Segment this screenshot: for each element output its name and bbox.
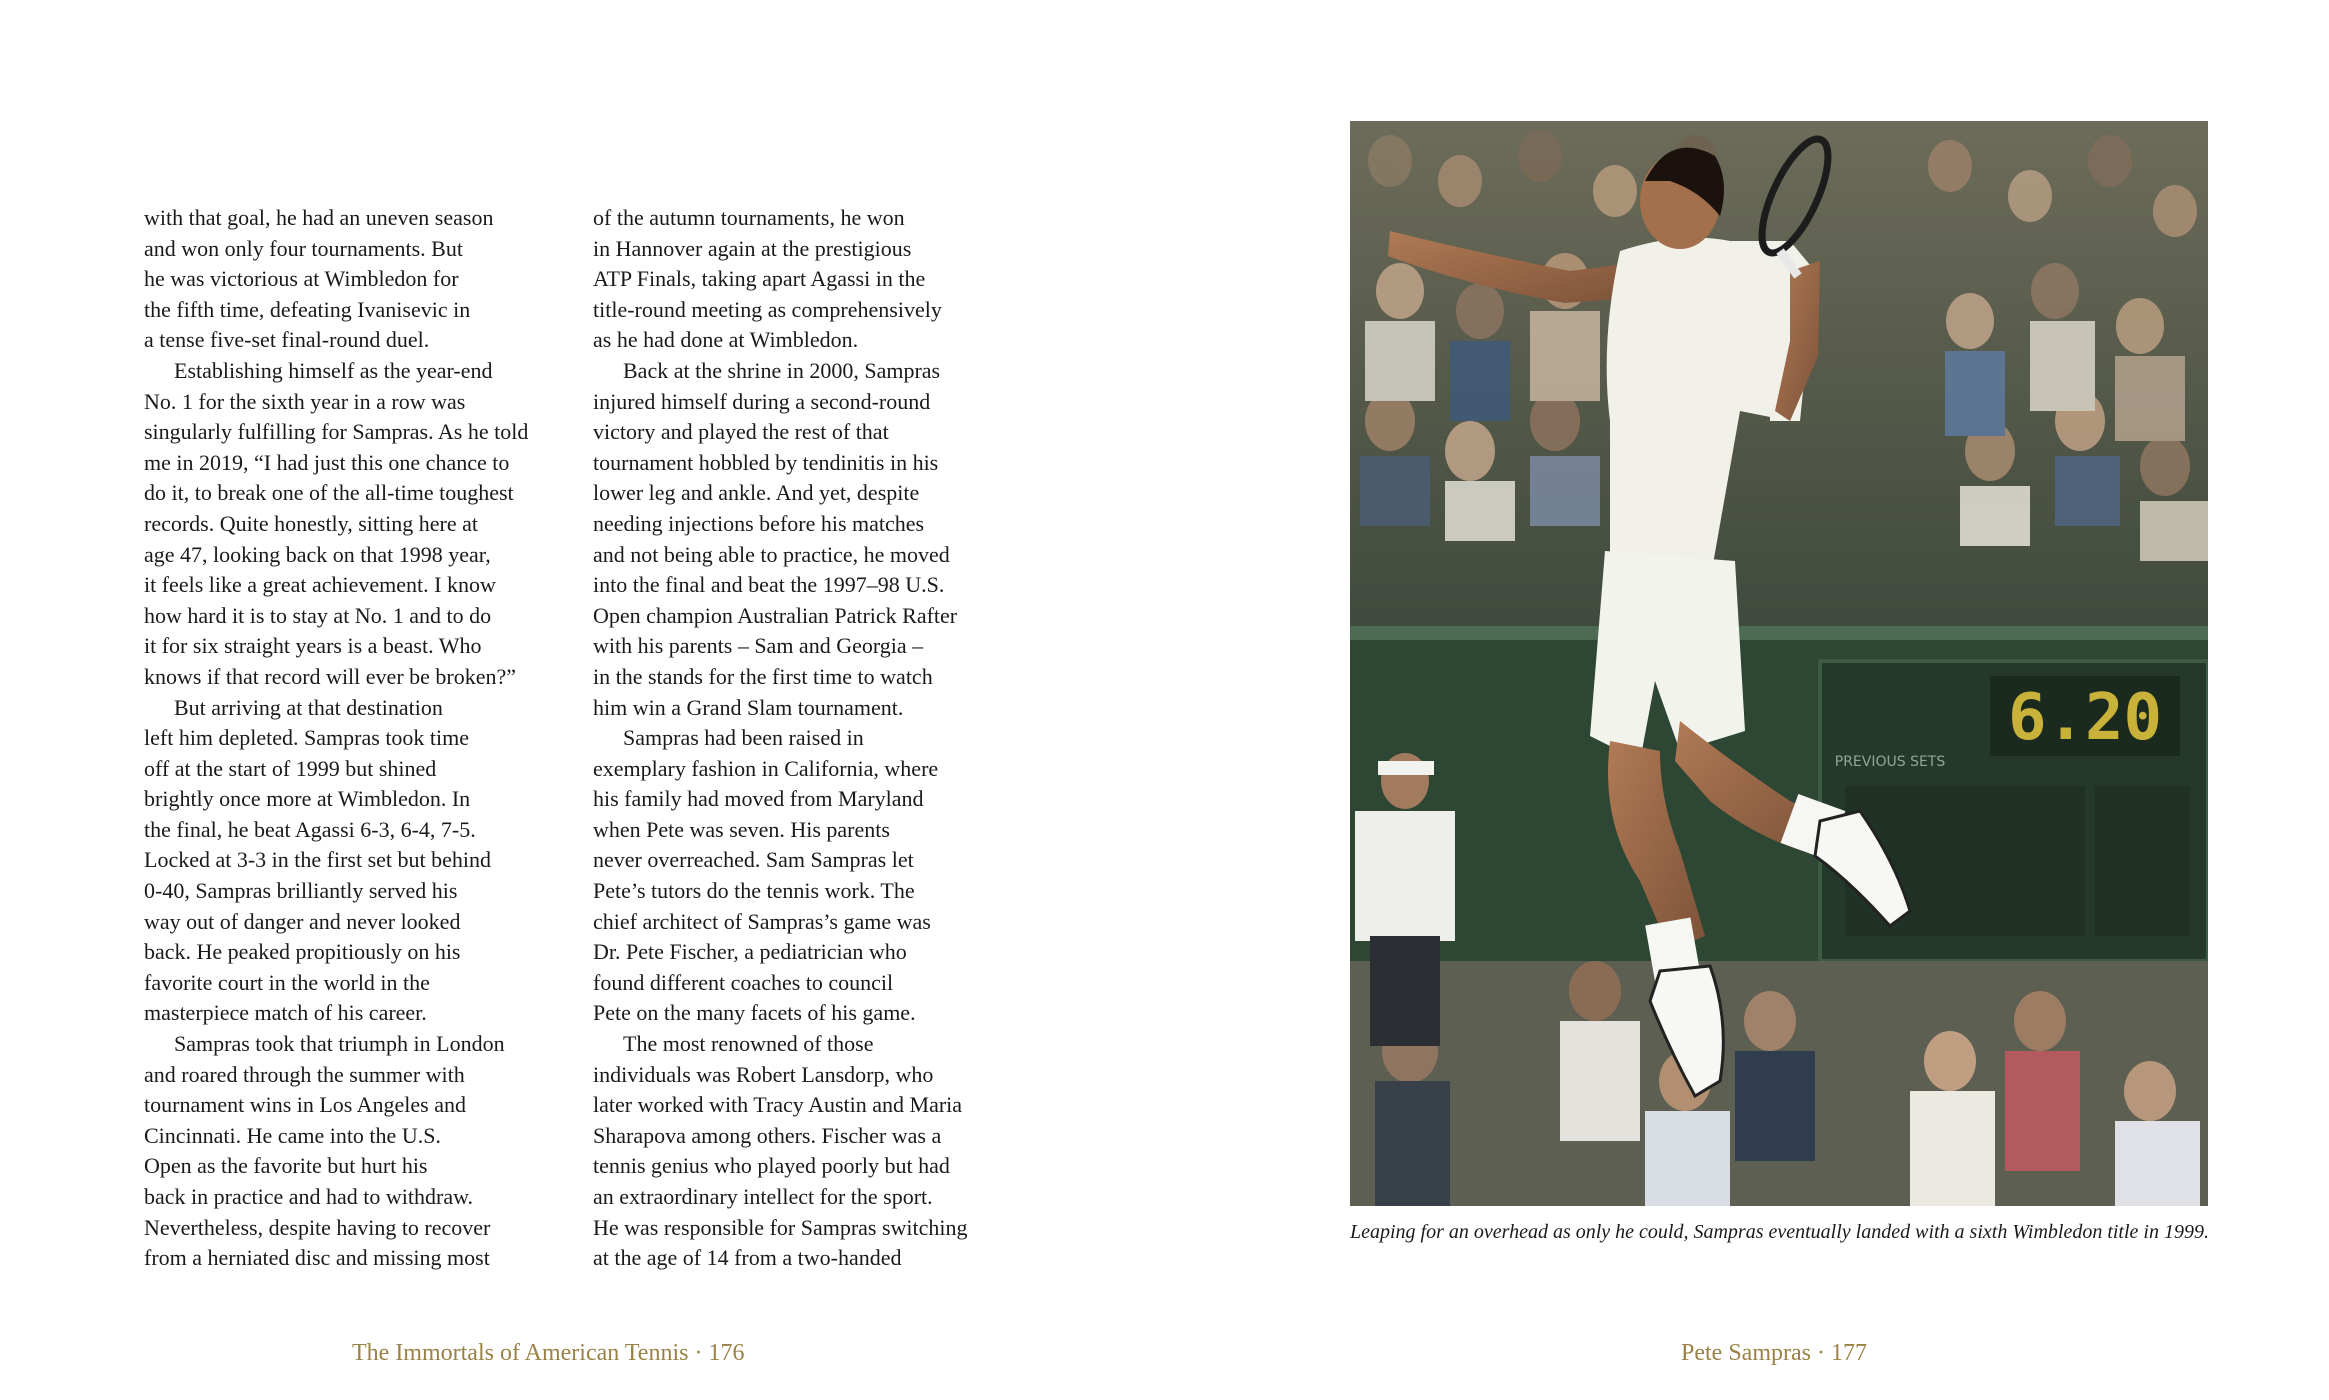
body-text-line: an extraordinary intellect for the sport. xyxy=(593,1184,933,1209)
body-text-line: masterpiece match of his career. xyxy=(144,1000,427,1026)
body-text-line: Sampras took that triumph in London xyxy=(174,1031,505,1057)
body-text-line: later worked with Tracy Austin and Maria xyxy=(593,1092,963,1118)
body-text-line: Back at the shrine in 2000, Sampras xyxy=(623,357,941,383)
body-text-line: Cincinnati. He came into the U.S. xyxy=(144,1122,441,1148)
text-column-2 xyxy=(593,203,1013,1274)
body-text-line: it for six straight years is a beast. Who xyxy=(144,633,482,659)
body-text-line: his family had moved from Maryland xyxy=(593,786,924,812)
scoreboard xyxy=(1820,661,2208,961)
body-text-line: tournament hobbled by tendinitis in his xyxy=(593,449,939,475)
body-text-line: Locked at 3-3 in the first set but behind xyxy=(144,847,492,873)
scoreboard-label: PREVIOUS SETS xyxy=(1834,754,1946,770)
body-text-line: knows if that record will ever be broken?” xyxy=(144,663,517,689)
body-text-line: title-round meeting as comprehensively xyxy=(593,296,942,322)
body-text-line: favorite court in the world in the xyxy=(144,969,430,995)
body-text-line: But arriving at that destination xyxy=(174,694,443,720)
body-text-line: with that goal, he had an uneven season xyxy=(144,205,494,230)
body-text-line: needing injections before his matches xyxy=(593,510,925,536)
right-page xyxy=(1165,0,2329,1400)
body-text-line: from a herniated disc and missing most xyxy=(144,1245,490,1271)
body-text-line: Open as the favorite but hurt his xyxy=(144,1153,428,1179)
body-text-line: injured himself during a second-round xyxy=(593,388,931,414)
body-text-line: it feels like a great achievement. I know xyxy=(144,572,496,598)
body-text-line: and not being able to practice, he moved xyxy=(593,541,950,567)
page-footer-left: The Immortals of American Tennis · 176 xyxy=(352,1340,745,1366)
body-text-line: records. Quite honestly, sitting here at xyxy=(144,510,478,536)
body-text-line: of the autumn tournaments, he won xyxy=(593,205,905,230)
body-text-line: Open champion Australian Patrick Rafter xyxy=(593,602,958,628)
body-text-line: back in practice and had to withdraw. xyxy=(144,1184,474,1209)
body-text-line: brightly once more at Wimbledon. In xyxy=(144,786,471,812)
body-text-line: No. 1 for the sixth year in a row was xyxy=(144,388,466,414)
body-text-line: me in 2019, “I had just this one chance to xyxy=(144,449,510,475)
body-text-line: tennis genius who played poorly but had xyxy=(593,1153,950,1179)
body-text-line: Pete’s tutors do the tennis work. The xyxy=(593,878,915,904)
body-text-line: He was responsible for Sampras switching xyxy=(593,1214,968,1240)
body-text-line: and roared through the summer with xyxy=(144,1061,465,1087)
body-text-line: tournament wins in Los Angeles and xyxy=(144,1092,467,1118)
text-column-1 xyxy=(144,203,564,1274)
body-text-line: at the age of 14 from a two-handed xyxy=(593,1245,902,1271)
body-text-line: left him depleted. Sampras took time xyxy=(144,725,470,751)
body-text-line: lower leg and ankle. And yet, despite xyxy=(593,480,920,506)
body-text-line: never overreached. Sam Sampras let xyxy=(593,847,914,873)
body-text-line: him win a Grand Slam tournament. xyxy=(593,694,904,720)
body-text-line: victory and played the rest of that xyxy=(593,419,889,445)
body-text-line: do it, to break one of the all-time toughest xyxy=(144,480,514,506)
body-text-line: Nevertheless, despite having to recover xyxy=(144,1214,491,1240)
body-text-line: found different coaches to council xyxy=(593,969,894,995)
body-text-line: and won only four tournaments. But xyxy=(144,235,463,261)
body-text-line: in the stands for the first time to watch xyxy=(593,663,933,689)
body-text-line: how hard it is to stay at No. 1 and to do xyxy=(144,602,492,628)
body-text-line: way out of danger and never looked xyxy=(144,908,461,934)
body-text-line: exemplary fashion in California, where xyxy=(593,755,939,781)
page-footer-right: Pete Sampras · 177 xyxy=(1681,1340,1867,1366)
body-text-line: the fifth time, defeating Ivanisevic in xyxy=(144,296,471,322)
body-text-line: age 47, looking back on that 1998 year, xyxy=(144,541,491,567)
body-text-line: The most renowned of those xyxy=(623,1031,874,1057)
photo-caption: Leaping for an overhead as only he could, Sampras eventually landed with a sixth Wimbledon title in 1999. xyxy=(1350,1221,2209,1243)
body-text-line: when Pete was seven. His parents xyxy=(593,816,890,842)
body-text-line: with his parents – Sam and Georgia – xyxy=(593,633,924,659)
body-text-line: Pete on the many facets of his game. xyxy=(593,1000,916,1026)
body-text-line: as he had done at Wimbledon. xyxy=(593,327,859,353)
body-text-line: into the final and beat the 1997–98 U.S. xyxy=(593,572,945,598)
body-text-line: Sampras had been raised in xyxy=(623,725,864,751)
body-text-line: the final, he beat Agassi 6-3, 6-4, 7-5. xyxy=(144,816,476,842)
body-text-line: back. He peaked propitiously on his xyxy=(144,939,461,965)
body-text-line: off at the start of 1999 but shined xyxy=(144,755,437,781)
body-text-line: Sharapova among others. Fischer was a xyxy=(593,1122,942,1148)
body-text-line: singularly fulfilling for Sampras. As he told xyxy=(144,419,529,445)
scoreboard-time: 6.20 xyxy=(2007,681,2163,755)
body-text-line: individuals was Robert Lansdorp, who xyxy=(593,1061,934,1087)
body-text-line: a tense five-set final-round duel. xyxy=(144,327,430,353)
body-text-line: Establishing himself as the year-end xyxy=(174,357,493,383)
body-text-line: chief architect of Sampras’s game was xyxy=(593,908,931,934)
body-text-line: ATP Finals, taking apart Agassi in the xyxy=(593,266,926,292)
body-text-line: Dr. Pete Fischer, a pediatrician who xyxy=(593,939,907,965)
sampras-photo xyxy=(1350,121,2208,1206)
body-text-line: in Hannover again at the prestigious xyxy=(593,235,912,261)
body-text-line: he was victorious at Wimbledon for xyxy=(144,266,459,292)
body-text-line: 0-40, Sampras brilliantly served his xyxy=(144,878,458,904)
